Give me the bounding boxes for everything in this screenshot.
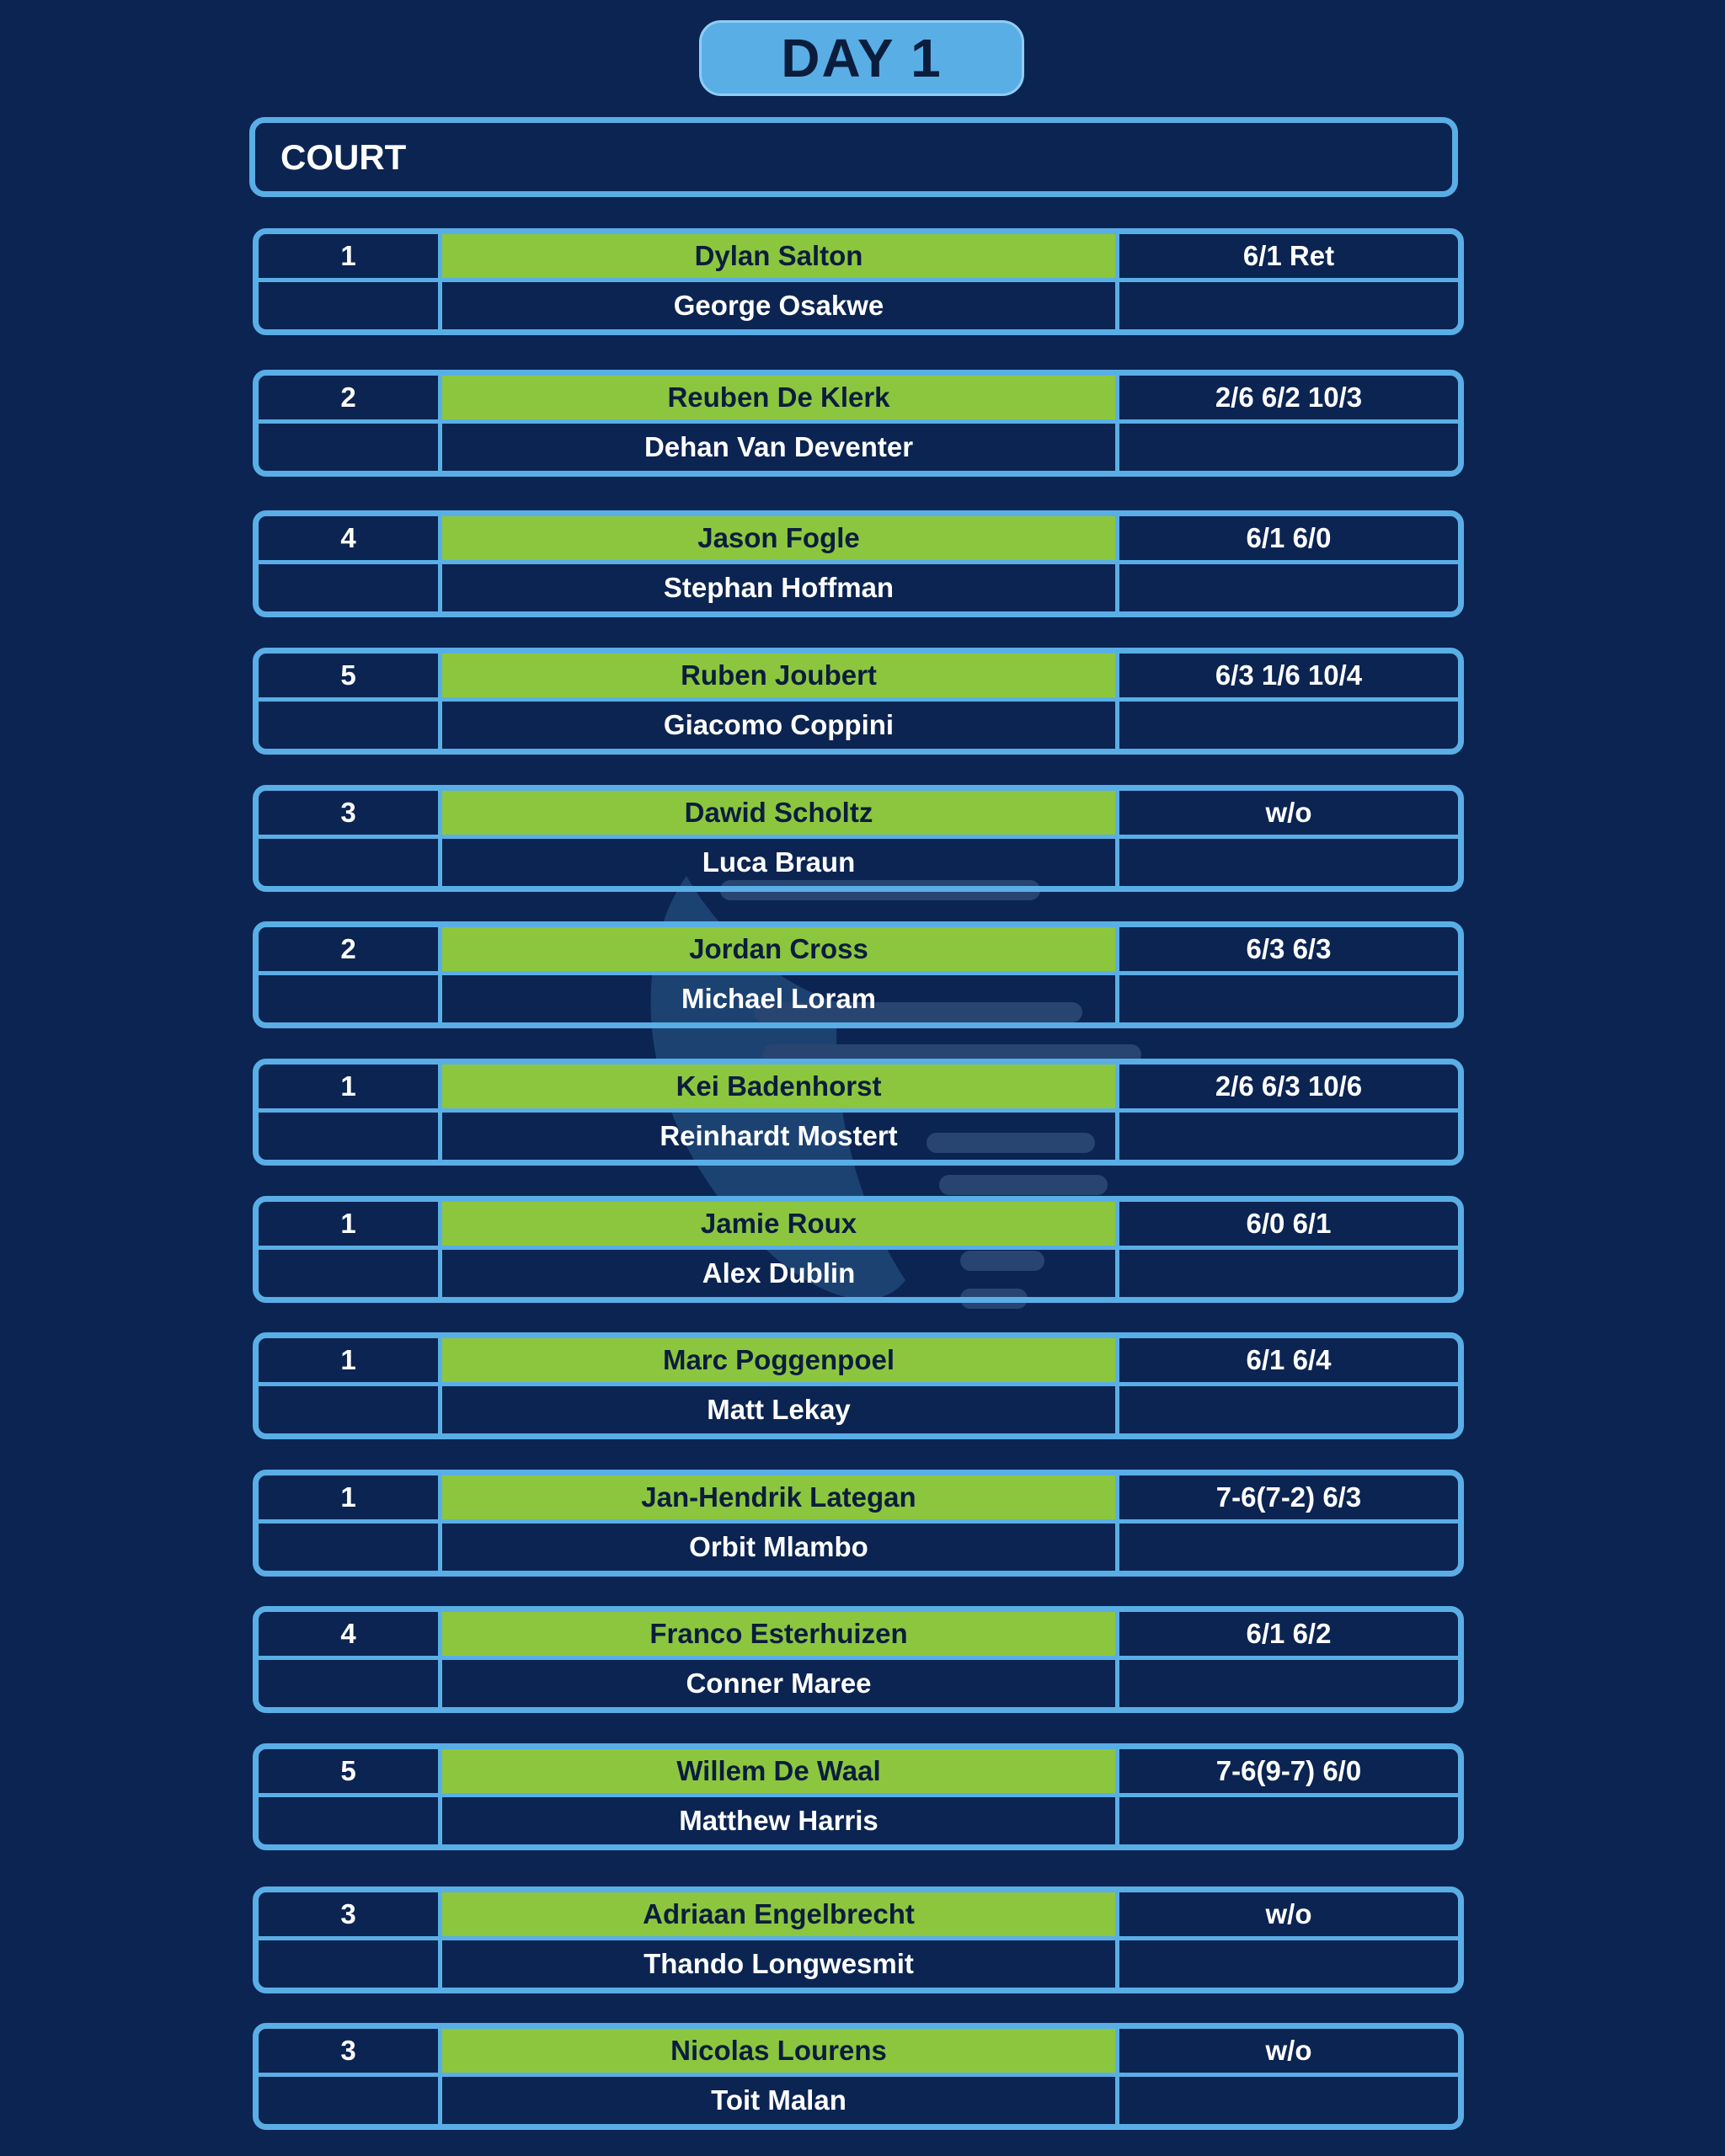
match-score: 6/3 1/6 10/4: [1119, 654, 1458, 702]
winner-name: Kei Badenhorst: [442, 1065, 1119, 1113]
court-number: 1: [259, 1202, 442, 1250]
score-cell-empty: [1119, 702, 1458, 750]
court-number: 1: [259, 1065, 442, 1113]
winner-name: Adriaan Engelbrecht: [442, 1892, 1119, 1940]
score-cell-empty: [1119, 2077, 1458, 2125]
loser-name: Michael Loram: [442, 975, 1119, 1023]
winner-name: Nicolas Lourens: [442, 2029, 1119, 2077]
match-row: [253, 1332, 1464, 1439]
match-score: w/o: [1119, 1892, 1458, 1940]
match-score: 2/6 6/2 10/3: [1119, 376, 1458, 424]
score-cell-empty: [1119, 1250, 1458, 1298]
score-cell-empty: [1119, 1660, 1458, 1708]
court-number: 2: [259, 376, 442, 424]
winner-name: Franco Esterhuizen: [442, 1612, 1119, 1660]
match-row: [253, 648, 1464, 755]
court-number: 5: [259, 1749, 442, 1797]
court-cell-empty: [259, 975, 442, 1023]
match-row: [253, 2023, 1464, 2130]
score-cell-empty: [1119, 1113, 1458, 1161]
loser-name: Luca Braun: [442, 839, 1119, 887]
match-row: [253, 510, 1464, 617]
court-cell-empty: [259, 1940, 442, 1988]
court-header: COURT: [249, 117, 1458, 197]
court-cell-empty: [259, 1524, 442, 1572]
winner-name: Jan-Hendrik Lategan: [442, 1476, 1119, 1524]
court-cell-empty: [259, 1250, 442, 1298]
match-score: 7-6(7-2) 6/3: [1119, 1476, 1458, 1524]
court-cell-empty: [259, 702, 442, 750]
loser-name: Conner Maree: [442, 1660, 1119, 1708]
score-cell-empty: [1119, 282, 1458, 330]
match-row: [253, 1886, 1464, 1993]
score-cell-empty: [1119, 1797, 1458, 1845]
score-cell-empty: [1119, 424, 1458, 472]
court-cell-empty: [259, 564, 442, 612]
match-score: w/o: [1119, 2029, 1458, 2077]
winner-name: Dylan Salton: [442, 234, 1119, 282]
winner-name: Ruben Joubert: [442, 654, 1119, 702]
loser-name: Alex Dublin: [442, 1250, 1119, 1298]
match-row: [253, 1743, 1464, 1850]
match-score: 2/6 6/3 10/6: [1119, 1065, 1458, 1113]
court-number: 3: [259, 1892, 442, 1940]
match-score: 7-6(9-7) 6/0: [1119, 1749, 1458, 1797]
score-cell-empty: [1119, 1524, 1458, 1572]
court-cell-empty: [259, 1660, 442, 1708]
winner-name: Reuben De Klerk: [442, 376, 1119, 424]
court-number: 3: [259, 2029, 442, 2077]
loser-name: George Osakwe: [442, 282, 1119, 330]
court-number: 4: [259, 1612, 442, 1660]
winner-name: Marc Poggenpoel: [442, 1338, 1119, 1386]
match-row: [253, 1606, 1464, 1713]
court-cell-empty: [259, 282, 442, 330]
score-cell-empty: [1119, 1940, 1458, 1988]
court-number: 1: [259, 1476, 442, 1524]
court-cell-empty: [259, 1797, 442, 1845]
loser-name: Reinhardt Mostert: [442, 1113, 1119, 1161]
court-cell-empty: [259, 2077, 442, 2125]
winner-name: Jordan Cross: [442, 927, 1119, 975]
score-cell-empty: [1119, 839, 1458, 887]
court-cell-empty: [259, 839, 442, 887]
court-number: 5: [259, 654, 442, 702]
match-row: [253, 370, 1464, 477]
loser-name: Stephan Hoffman: [442, 564, 1119, 612]
match-row: [253, 785, 1464, 892]
match-score: 6/1 6/0: [1119, 516, 1458, 564]
court-number: 4: [259, 516, 442, 564]
match-score: 6/3 6/3: [1119, 927, 1458, 975]
match-score: 6/1 6/2: [1119, 1612, 1458, 1660]
match-score: 6/0 6/1: [1119, 1202, 1458, 1250]
match-row: [253, 228, 1464, 335]
score-cell-empty: [1119, 1386, 1458, 1434]
score-cell-empty: [1119, 975, 1458, 1023]
match-row: [253, 1059, 1464, 1166]
winner-name: Jamie Roux: [442, 1202, 1119, 1250]
court-number: 2: [259, 927, 442, 975]
score-cell-empty: [1119, 564, 1458, 612]
court-number: 1: [259, 1338, 442, 1386]
court-number: 1: [259, 234, 442, 282]
winner-name: Jason Fogle: [442, 516, 1119, 564]
day-title-badge: DAY 1: [699, 20, 1024, 96]
match-score: 6/1 6/4: [1119, 1338, 1458, 1386]
court-cell-empty: [259, 424, 442, 472]
match-row: [253, 921, 1464, 1028]
loser-name: Orbit Mlambo: [442, 1524, 1119, 1572]
court-cell-empty: [259, 1386, 442, 1434]
loser-name: Dehan Van Deventer: [442, 424, 1119, 472]
winner-name: Dawid Scholtz: [442, 791, 1119, 839]
winner-name: Willem De Waal: [442, 1749, 1119, 1797]
loser-name: Thando Longwesmit: [442, 1940, 1119, 1988]
loser-name: Toit Malan: [442, 2077, 1119, 2125]
court-cell-empty: [259, 1113, 442, 1161]
loser-name: Giacomo Coppini: [442, 702, 1119, 750]
loser-name: Matthew Harris: [442, 1797, 1119, 1845]
court-number: 3: [259, 791, 442, 839]
match-row: [253, 1470, 1464, 1577]
loser-name: Matt Lekay: [442, 1386, 1119, 1434]
match-score: w/o: [1119, 791, 1458, 839]
match-score: 6/1 Ret: [1119, 234, 1458, 282]
match-row: [253, 1196, 1464, 1303]
